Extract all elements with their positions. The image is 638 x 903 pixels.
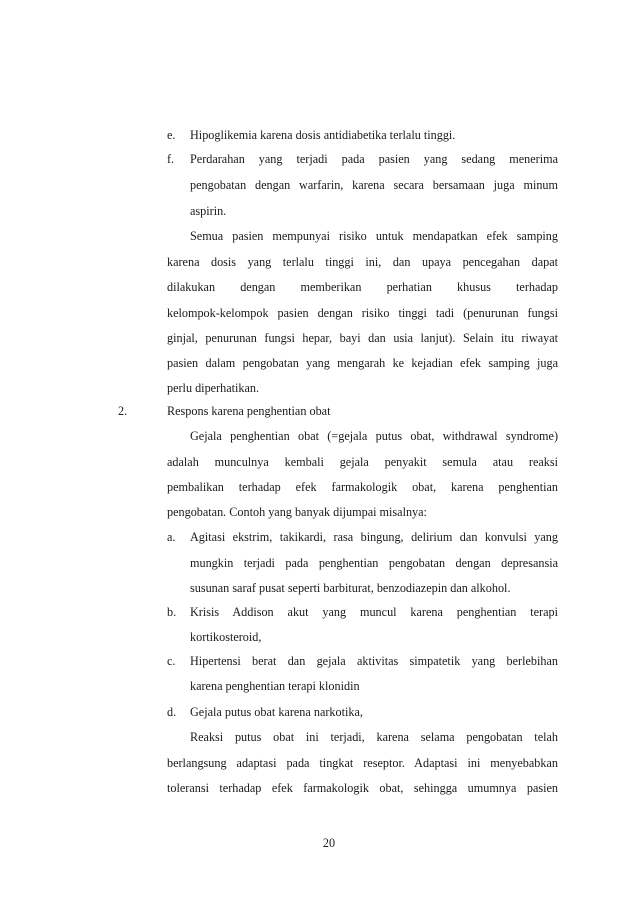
text-line: kortikosteroid, (190, 630, 262, 644)
text-line: berlangsung adaptasi pada tingkat reseptor. Adaptasi ini menyebabkan (167, 756, 558, 770)
text-line: karena penghentian terapi klonidin (190, 679, 360, 693)
text-line: mungkin terjadi pada penghentian pengobatan dengan depresansia (190, 556, 558, 570)
text-line: Gejala putus obat karena narkotika, (190, 705, 363, 719)
list-marker-e: e. (167, 128, 176, 142)
page-number: 20 (322, 836, 336, 850)
text-line: Hipoglikemia karena dosis antidiabetika terlalu tinggi. (190, 128, 456, 142)
text-line: Reaksi putus obat ini terjadi, karena selama pengobatan telah (190, 730, 558, 744)
text-line: dilakukan dengan memberikan perhatian khusus terhadap (167, 280, 558, 294)
text-line: aspirin. (190, 204, 227, 218)
list-marker-b: b. (167, 605, 177, 619)
text-line: Agitasi ekstrim, takikardi, rasa bingung, delirium dan konvulsi yang (190, 530, 558, 544)
text-line: pasien dalam pengobatan yang mengarah ke kejadian efek samping juga (167, 356, 558, 370)
list-marker-f: f. (167, 152, 175, 166)
text-line: pengobatan dengan warfarin, karena secara bersamaan juga minum (190, 178, 558, 192)
text-line: kelompok-kelompok pasien dengan risiko tinggi tadi (penurunan fungsi (167, 306, 558, 320)
list-marker-a: a. (167, 530, 176, 544)
text-line: Perdarahan yang terjadi pada pasien yang sedang menerima (190, 152, 558, 166)
text-line: Semua pasien mempunyai risiko untuk mendapatkan efek samping (190, 229, 558, 243)
text-line: pembalikan terhadap efek farmakologik obat, karena penghentian (167, 480, 558, 494)
text-line: ginjal, penurunan fungsi hepar, bayi dan usia lanjut). Selain itu riwayat (167, 331, 558, 345)
text-line: perlu diperhatikan. (167, 381, 260, 395)
text-line: toleransi terhadap efek farmakologik obat, sehingga umumnya pasien (167, 781, 558, 795)
text-line: susunan saraf pusat seperti barbiturat, benzodiazepin dan alkohol. (190, 581, 511, 595)
list-marker-d: d. (167, 705, 177, 719)
text-line: pengobatan. Contoh yang banyak dijumpai misalnya: (167, 505, 427, 519)
section-heading: Respons karena penghentian obat (167, 404, 331, 418)
text-line: adalah munculnya kembali gejala penyakit semula atau reaksi (167, 455, 558, 469)
list-marker-2: 2. (118, 404, 128, 418)
text-line: Gejala penghentian obat (=gejala putus obat, withdrawal syndrome) (190, 429, 558, 443)
text-line: Krisis Addison akut yang muncul karena penghentian terapi (190, 605, 558, 619)
text-line: karena dosis yang terlalu tinggi ini, dan upaya pencegahan dapat (167, 255, 558, 269)
text-line: Hipertensi berat dan gejala aktivitas simpatetik yang berlebihan (190, 654, 558, 668)
list-marker-c: c. (167, 654, 176, 668)
